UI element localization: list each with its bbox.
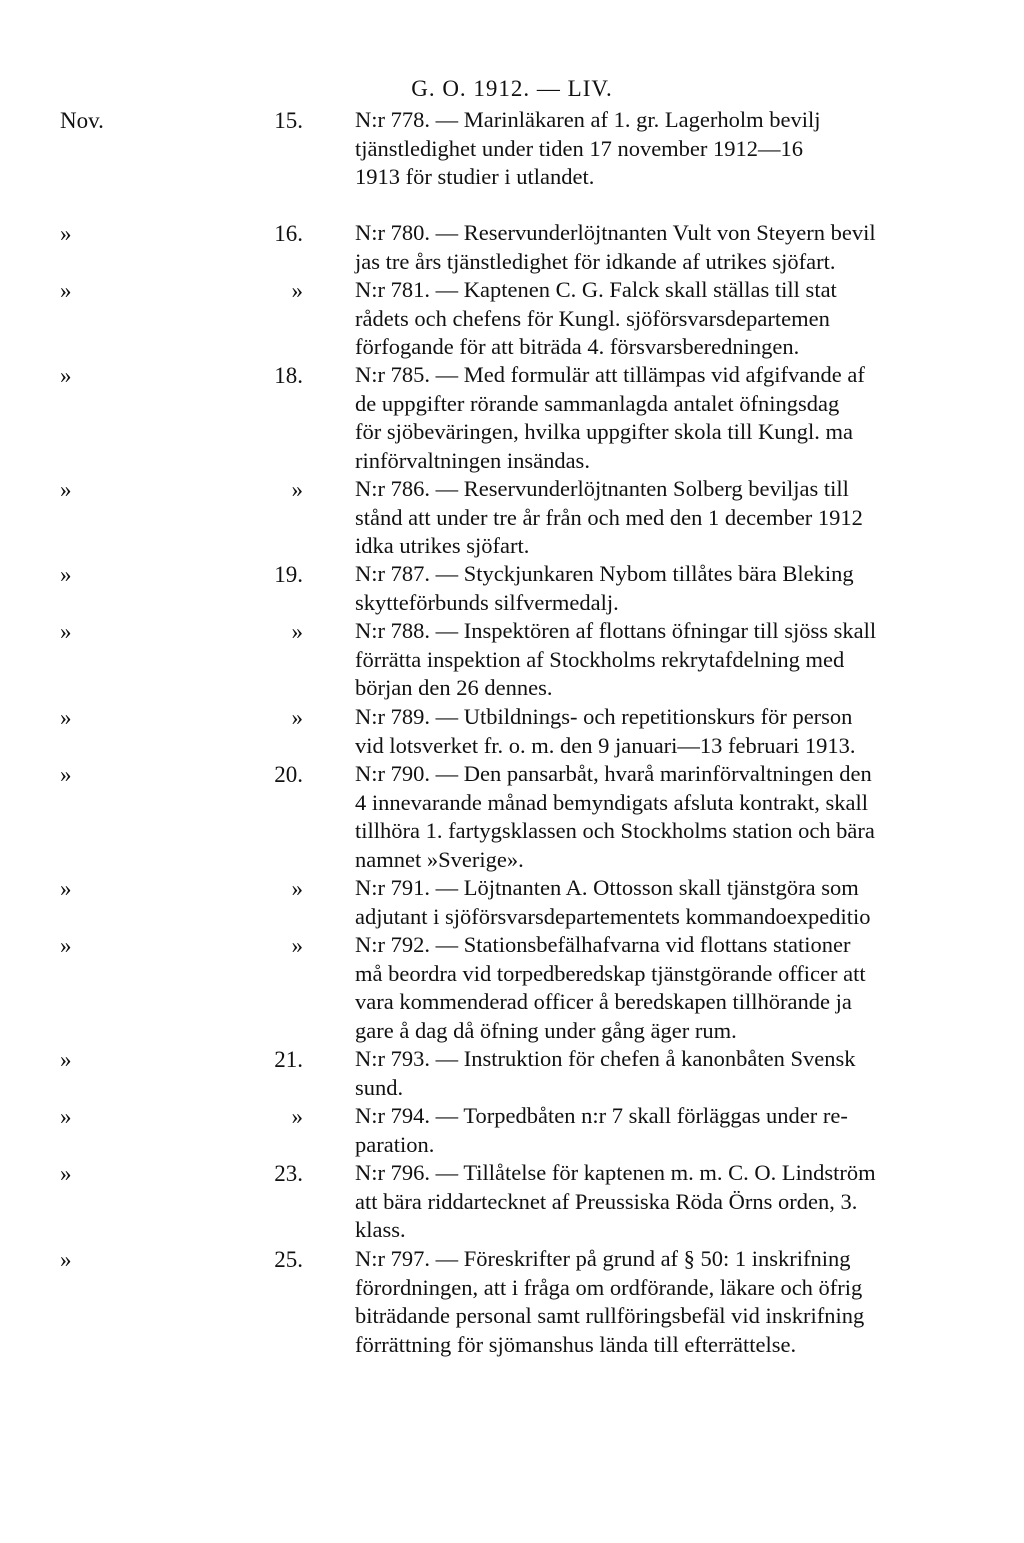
entry-text-line: N:r 796. — Tillåtelse för kaptenen m. m. C. O. Lindström xyxy=(355,1160,876,1185)
entry-text-line: N:r 788. — Inspektören af flottans öfningar till sjöss skall xyxy=(355,618,877,643)
entry-text-line: N:r 791. — Löjtnanten A. Ottosson skall tjänstgöra som xyxy=(355,875,859,900)
entry-text-line: stånd att under tre år från och med den 1 december 1912 xyxy=(355,504,863,530)
entry-month: » xyxy=(60,762,72,787)
entry-text xyxy=(355,703,1020,760)
entry-text-line: rådets och chefens för Kungl. sjöförsvarsdepartemen xyxy=(355,305,830,331)
entry-text-line: sund. xyxy=(355,1074,404,1100)
entry-text-line: vara kommenderad officer å beredskapen tillhörande ja xyxy=(355,989,852,1015)
entry-text-line: N:r 797. — Föreskrifter på grund af § 50: 1 inskrifning xyxy=(355,1246,851,1271)
entry-month: » xyxy=(60,1104,72,1129)
entry-day: » xyxy=(291,1104,303,1129)
entry-text-line: N:r 793. — Instruktion för chefen å kanonbåten Svensk xyxy=(355,1046,856,1071)
entry-day: » xyxy=(291,933,303,958)
entry-text-line: N:r 790. — Den pansarbåt, hvarå marinförvaltningen den xyxy=(355,761,872,786)
entry-text-line: må beordra vid torpedberedskap tjänstgörande officer att xyxy=(355,960,866,986)
entry-text-line: N:r 785. — Med formulär att tillämpas vid afgifvande af xyxy=(355,362,865,387)
entry-month: » xyxy=(60,363,72,388)
entry-text-line: de uppgifter rörande sammanlagda antalet öfningsdag xyxy=(355,390,840,416)
entry-month: » xyxy=(60,562,72,587)
entry-text-line: N:r 780. — Reservunderlöjtnanten Vult von Steyern bevil xyxy=(355,220,876,245)
entry-text-line: adjutant i sjöförsvarsdepartementets kommandoexpeditio xyxy=(355,903,871,929)
entry-text-line: att bära riddartecknet af Preussiska Röda Örns orden, 3. xyxy=(355,1188,858,1214)
entry-text-line: förrätta inspektion af Stockholms rekrytafdelning med xyxy=(355,646,845,672)
entry-day: 25. xyxy=(274,1247,303,1272)
entry-text-line: gare å dag då öfning under gång äger rum. xyxy=(355,1017,737,1043)
entry-text-line: rinförvaltningen insändas. xyxy=(355,447,590,473)
entry-month: Nov. xyxy=(60,108,104,133)
entry-text-line: N:r 778. — Marinläkaren af 1. gr. Lagerholm bevilj xyxy=(355,107,821,132)
entry-day: 21. xyxy=(274,1047,303,1072)
entry-text-line: förordningen, att i fråga om ordförande, läkare och öfrig xyxy=(355,1274,863,1300)
entry-text-line: namnet »Sverige». xyxy=(355,846,524,872)
entry-text-line: för sjöbeväringen, hvilka uppgifter skola till Kungl. ma xyxy=(355,419,854,445)
entry-day: 15. xyxy=(274,108,303,133)
entry-text-line: N:r 787. — Styckjunkaren Nybom tillåtes bära Bleking xyxy=(355,561,854,586)
entry-text-line: 4 innevarande månad bemyndigats afsluta kontrakt, skall xyxy=(355,789,868,815)
entry-text xyxy=(355,931,1020,1045)
entry-text-line: början den 26 dennes. xyxy=(355,675,553,701)
entry-month: » xyxy=(60,221,72,246)
entry-text xyxy=(355,760,1020,874)
entry-day: 23. xyxy=(274,1161,303,1186)
entry-text-line: jas tre års tjänstledighet för idkande af utrikes sjöfart. xyxy=(355,248,836,274)
entry-text xyxy=(355,106,1020,192)
entry-text-line: paration. xyxy=(355,1131,435,1157)
entry-month: » xyxy=(60,933,72,958)
entry-text xyxy=(355,560,1020,617)
entry-text-line: klass. xyxy=(355,1217,406,1243)
entry-month: » xyxy=(60,1161,72,1186)
entry-text-line: idka utrikes sjöfart. xyxy=(355,533,530,559)
entry-day: 16. xyxy=(274,221,303,246)
entry-month: » xyxy=(60,1047,72,1072)
entry-day: » xyxy=(291,477,303,502)
entry-text-line: N:r 789. — Utbildnings- och repetitionskurs för person xyxy=(355,704,853,729)
entry-text-line: tjänstledighet under tiden 17 november 1912—16 xyxy=(355,135,804,161)
entry-month: » xyxy=(60,705,72,730)
entry-text xyxy=(355,219,1020,276)
entry-text xyxy=(355,1102,1020,1159)
entry-month: » xyxy=(60,619,72,644)
entry-text xyxy=(355,276,1020,362)
entry-text-line: N:r 781. — Kaptenen C. G. Falck skall ställas till stat xyxy=(355,277,837,302)
entry-text xyxy=(355,617,1020,703)
entry-text-line: N:r 794. — Torpedbåten n:r 7 skall förläggas under re- xyxy=(355,1103,848,1128)
entry-text-line: N:r 786. — Reservunderlöjtnanten Solberg beviljas till xyxy=(355,476,849,501)
entry-text-line: 1913 för studier i utlandet. xyxy=(355,164,595,190)
entry-text xyxy=(355,1159,1020,1245)
entry-text-line: N:r 792. — Stationsbefälhafvarna vid flottans stationer xyxy=(355,932,851,957)
entry-day: » xyxy=(291,619,303,644)
entry-text-line: skytteförbunds silfvermedalj. xyxy=(355,589,619,615)
entry-month: » xyxy=(60,278,72,303)
entry-text-line: förfogande för att biträda 4. försvarsberedningen. xyxy=(355,334,800,360)
entry-text-line: tillhöra 1. fartygsklassen och Stockholms station och bära xyxy=(355,818,875,844)
entry-day: » xyxy=(291,705,303,730)
entry-text-line: förrättning för sjömanshus lända till efterrättelse. xyxy=(355,1331,797,1357)
entry-text-line: vid lotsverket fr. o. m. den 9 januari—13 februari 1913. xyxy=(355,732,856,758)
entry-month: » xyxy=(60,1247,72,1272)
entry-month: » xyxy=(60,477,72,502)
entry-day: 20. xyxy=(274,762,303,787)
entry-text xyxy=(355,1045,1020,1102)
entry-text xyxy=(355,1245,1020,1359)
entry-text xyxy=(355,874,1020,931)
entry-day: » xyxy=(291,278,303,303)
entry-text xyxy=(355,361,1020,475)
entry-day: 19. xyxy=(274,562,303,587)
entry-text-line: biträdande personal samt rullföringsbefäl vid inskrifning xyxy=(355,1303,865,1329)
entry-day: » xyxy=(291,876,303,901)
entry-day: 18. xyxy=(274,363,303,388)
entry-text xyxy=(355,475,1020,561)
page-header: G. O. 1912. — LIV. xyxy=(411,76,613,101)
entry-month: » xyxy=(60,876,72,901)
